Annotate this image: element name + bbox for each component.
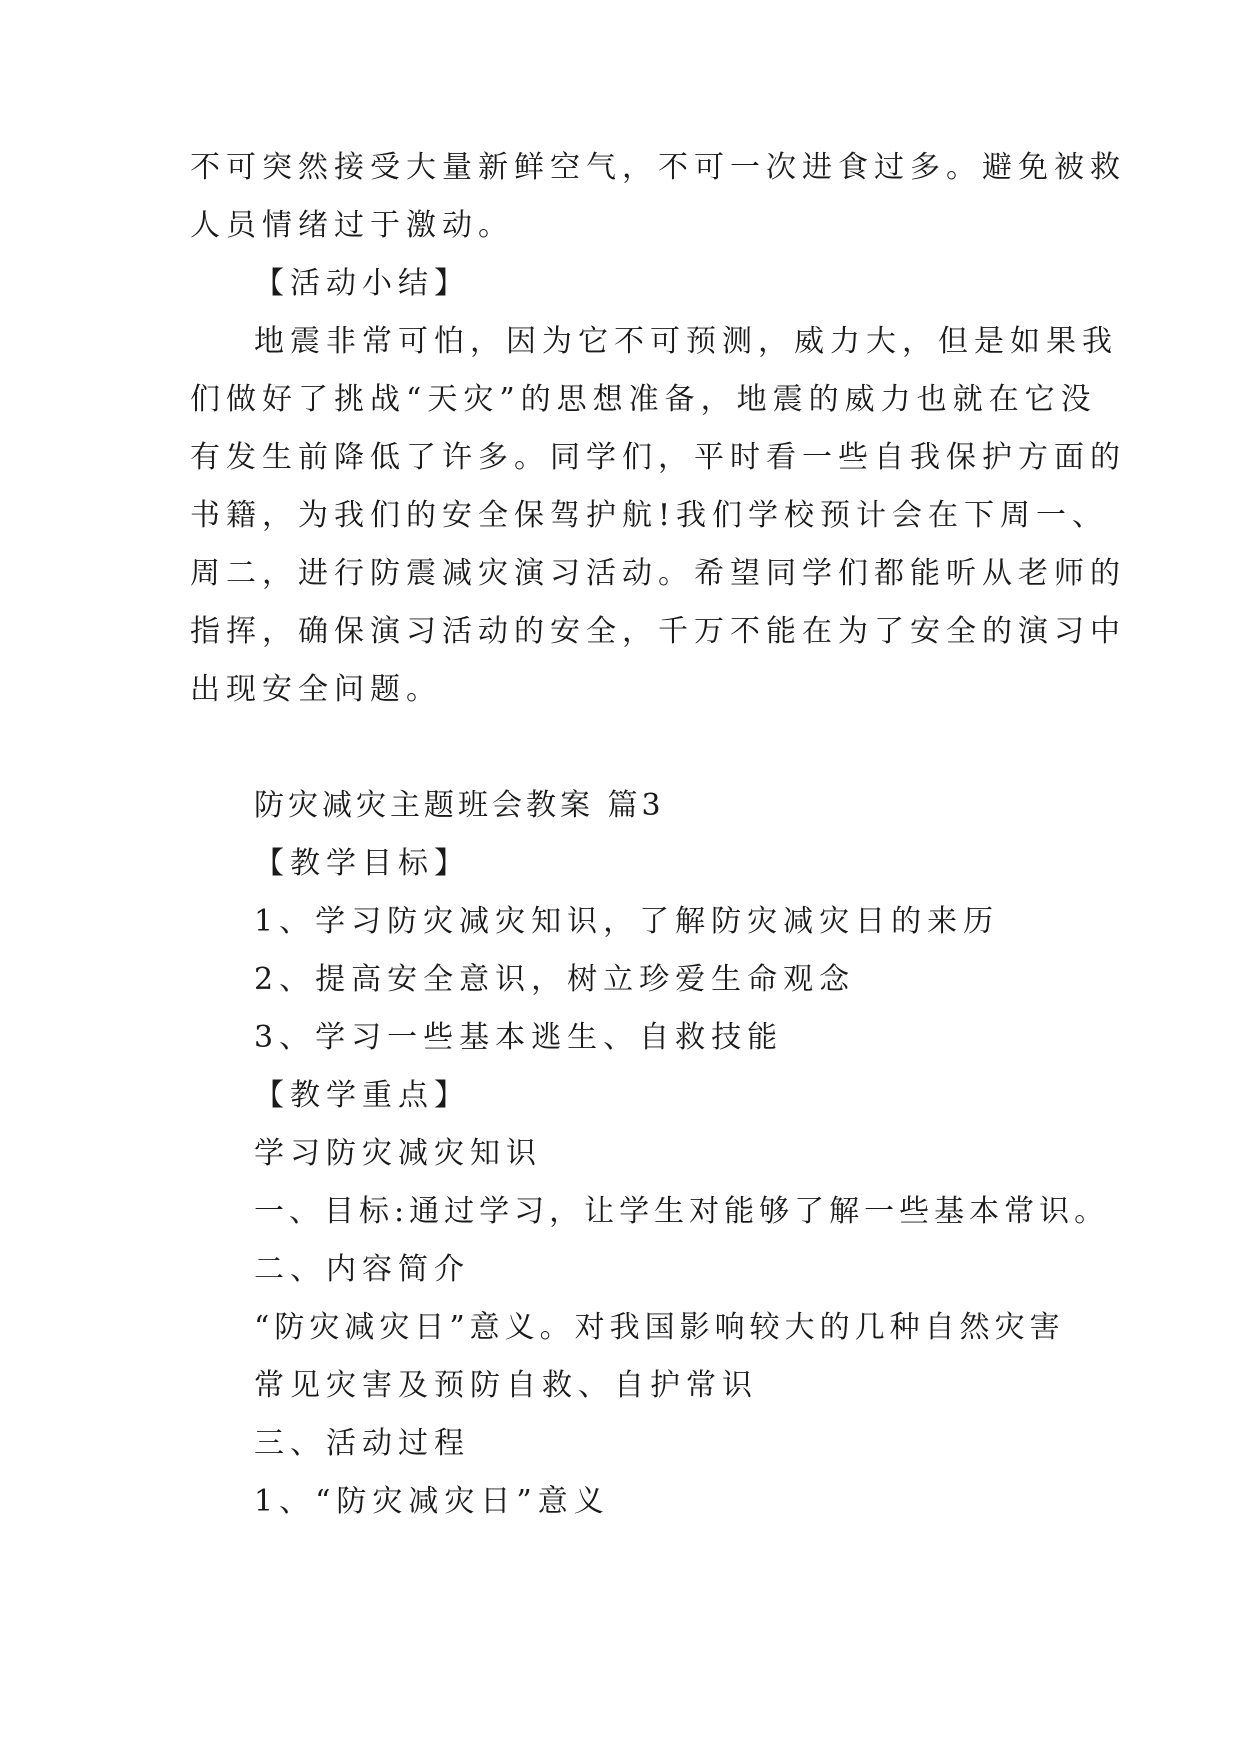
list-item: 1、学习防灾减灾知识，了解防灾减灾日的来历: [254, 904, 1000, 939]
paragraph-line: 人员情绪过于激动。: [190, 208, 514, 243]
paragraph-line: 地震非常可怕，因为它不可预测，威力大，但是如果我: [254, 324, 1118, 359]
paragraph-line: 们做好了挑战“天灾”的思想准备，地震的威力也就在它没: [190, 382, 1097, 417]
article-title: 防灾减灾主题班会教案 篇3: [254, 788, 665, 823]
list-item: 3、学习一些基本逃生、自救技能: [254, 1020, 784, 1055]
paragraph-line: 1、“防灾减灾日”意义: [254, 1484, 610, 1519]
paragraph-line: “防灾减灾日”意义。对我国影响较大的几种自然灾害: [254, 1310, 1065, 1345]
paragraph-line: 一、目标:通过学习，让学生对能够了解一些基本常识。: [254, 1194, 1110, 1229]
paragraph-line: 指挥，确保演习活动的安全，千万不能在为了安全的演习中: [190, 614, 1126, 649]
paragraph-line: 常见灾害及预防自救、自护常识: [254, 1368, 758, 1403]
section-heading: 【教学重点】: [254, 1078, 470, 1113]
paragraph-line: 有发生前降低了许多。同学们，平时看一些自我保护方面的: [190, 440, 1126, 475]
paragraph-line: 周二，进行防震减灾演习活动。希望同学们都能听从老师的: [190, 556, 1126, 591]
paragraph-line: 三、活动过程: [254, 1426, 470, 1461]
section-heading: 【活动小结】: [254, 266, 470, 301]
paragraph-line: 二、内容简介: [254, 1252, 470, 1287]
paragraph-line: 学习防灾减灾知识: [254, 1136, 542, 1171]
list-item: 2、提高安全意识，树立珍爱生命观念: [254, 962, 856, 997]
paragraph-line: 书籍，为我们的安全保驾护航!我们学校预计会在下周一、: [190, 498, 1109, 533]
paragraph-line: 不可突然接受大量新鲜空气，不可一次进食过多。避免被救: [190, 150, 1126, 185]
paragraph-line: 出现安全问题。: [190, 672, 442, 707]
section-heading: 【教学目标】: [254, 846, 470, 881]
